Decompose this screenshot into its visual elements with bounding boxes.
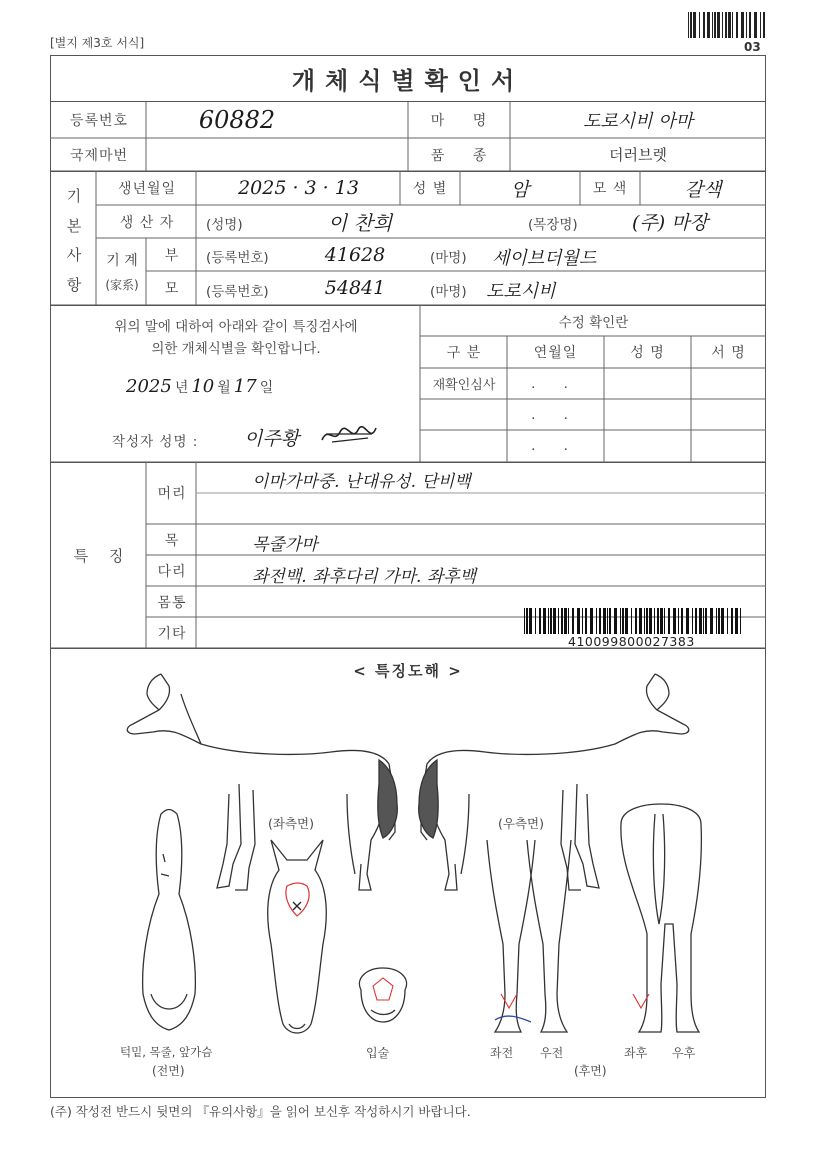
revision-row-1-type: 재확인심사 xyxy=(432,378,496,393)
diagram-title: < 특징도해 > xyxy=(353,661,463,680)
revision-col-name: 성 명 xyxy=(630,345,665,361)
rear-view-drawing xyxy=(621,804,702,1032)
dam-name-value: 도로시비 xyxy=(486,281,556,302)
basic-section-label xyxy=(51,185,97,295)
date-month-unit: 월 xyxy=(217,380,231,396)
date-year: 2025 xyxy=(126,376,172,397)
breed-label: 품 종 xyxy=(430,147,488,164)
page-number: 03 xyxy=(744,40,761,54)
sire-reg-value: 41628 xyxy=(324,243,386,266)
date-year-unit: 년 xyxy=(174,380,189,396)
revision-title: 수정 확인란 xyxy=(558,314,629,331)
farm-value: (주) 마장 xyxy=(632,212,708,234)
intl-value xyxy=(147,138,407,171)
etc-label: 기타 xyxy=(157,625,187,642)
sire-label: 부 xyxy=(164,247,180,264)
neck-label: 목 xyxy=(164,532,180,549)
lips-drawing xyxy=(359,968,406,1022)
intl-label: 국제마번 xyxy=(69,147,129,164)
signature-mark xyxy=(318,420,380,450)
revision-row-2-type xyxy=(421,399,507,430)
farm-label: (목장명) xyxy=(528,217,578,233)
fl-caption: 좌전 xyxy=(490,1046,514,1060)
neck-value: 목줄가마 xyxy=(252,535,318,555)
date-day: 17 xyxy=(233,376,257,397)
date-day-unit: 일 xyxy=(259,380,274,396)
revision-row-2-date: . . xyxy=(531,406,580,423)
dam-reg-label: (등록번호) xyxy=(206,284,269,300)
front-label: (전면) xyxy=(152,1064,185,1078)
breeder-label: 생 산 자 xyxy=(119,214,175,231)
footer-note: (주) 작성전 반드시 뒷면의 『유의사항』을 읽어 보신후 작성하시기 바랍니다. xyxy=(50,1104,471,1119)
dam-name-label: (마명) xyxy=(430,284,467,300)
sire-name-label: (마명) xyxy=(430,250,467,266)
etc-barcode xyxy=(524,608,744,634)
sex-value: 암 xyxy=(510,178,530,201)
name-label: 마 명 xyxy=(430,113,488,129)
head-front-drawing xyxy=(268,840,327,1033)
head-label: 머리 xyxy=(157,486,187,502)
dam-reg-value: 54841 xyxy=(324,277,386,299)
reg-label: 등록번호 xyxy=(69,113,129,129)
sex-label: 성 별 xyxy=(412,181,448,197)
fr-caption: 우전 xyxy=(540,1046,564,1060)
color-value: 갈색 xyxy=(684,178,722,201)
page-title-text: 개체식별확인서 xyxy=(291,67,525,95)
barcode-number: 410099800027383 xyxy=(568,634,695,649)
right-side-caption: (우측면) xyxy=(498,816,544,831)
left-side-horse-drawing xyxy=(127,674,397,890)
confirm-date xyxy=(126,376,273,397)
sire-name-value: 세이브더월드 xyxy=(492,248,597,269)
front-caption: 턱밑, 목줄, 앞가슴 xyxy=(120,1045,213,1059)
lineage-label-text: 기 계 xyxy=(106,253,138,269)
page-title xyxy=(51,56,765,102)
writer-signature xyxy=(318,420,380,450)
sire-reg-label: (등록번호) xyxy=(206,250,269,266)
revision-col-date: 연월일 xyxy=(533,345,578,361)
revision-col-sign: 서 명 xyxy=(711,345,746,361)
dam-label: 모 xyxy=(164,281,180,297)
name-value: 도로시비 아마 xyxy=(582,111,694,132)
basic-label-char-3: 사 xyxy=(66,246,82,265)
head-value: 이마가마중. 난대유성. 단비백 xyxy=(252,472,471,492)
reg-value: 60882 xyxy=(198,106,276,134)
basic-label-char-4: 항 xyxy=(66,275,82,294)
etc-barcode-graphic xyxy=(524,608,744,634)
breeder-name-label: (성명) xyxy=(206,217,243,233)
features-section-label: 특 징 xyxy=(73,546,125,565)
revision-row-3-date: . . xyxy=(531,437,580,454)
color-label: 모 색 xyxy=(592,181,628,197)
hr-caption: 우후 xyxy=(672,1046,696,1060)
top-barcode-graphic xyxy=(688,12,768,38)
breed-value: 더러브렛 xyxy=(609,146,667,164)
revision-col-type: 구 분 xyxy=(446,345,482,361)
form-label: [별지 제3호 서식] xyxy=(50,36,145,50)
birth-value: 2025 · 3 · 13 xyxy=(238,177,359,199)
rear-label: (후면) xyxy=(574,1064,607,1078)
writer-label: 작성자 성명 : xyxy=(112,434,199,450)
breeder-name-value: 이 찬희 xyxy=(327,211,393,235)
right-side-horse-drawing xyxy=(419,674,689,890)
body-label: 몸통 xyxy=(157,594,187,611)
revision-row-1-date: . . xyxy=(531,375,580,392)
basic-label-char-1: 기 xyxy=(66,187,82,205)
date-month: 10 xyxy=(191,376,215,397)
front-legs-drawing xyxy=(487,840,571,1032)
revision-row-3-type xyxy=(421,430,507,461)
legs-label: 다리 xyxy=(157,563,187,580)
front-neck-drawing xyxy=(143,810,196,1031)
writer-value: 이주황 xyxy=(244,428,300,450)
lineage-label-hanja: (家系) xyxy=(105,278,139,292)
left-side-caption: (좌측면) xyxy=(268,816,314,831)
legs-value: 좌전백. 좌후다리 가마. 좌후백 xyxy=(252,567,477,587)
confirm-statement xyxy=(51,316,421,360)
basic-label-char-2: 본 xyxy=(66,216,82,235)
statement-line-1: 위의 말에 대하여 아래와 같이 특징검사에 xyxy=(114,319,358,335)
birth-label: 생년월일 xyxy=(117,181,177,197)
diagram-drawings xyxy=(51,664,765,1094)
top-barcode xyxy=(688,12,768,38)
hl-caption: 좌후 xyxy=(624,1046,648,1060)
statement-line-2: 의한 개체식별을 확인합니다. xyxy=(151,341,321,357)
lineage-label xyxy=(97,238,147,305)
lips-caption: 입술 xyxy=(366,1046,390,1060)
